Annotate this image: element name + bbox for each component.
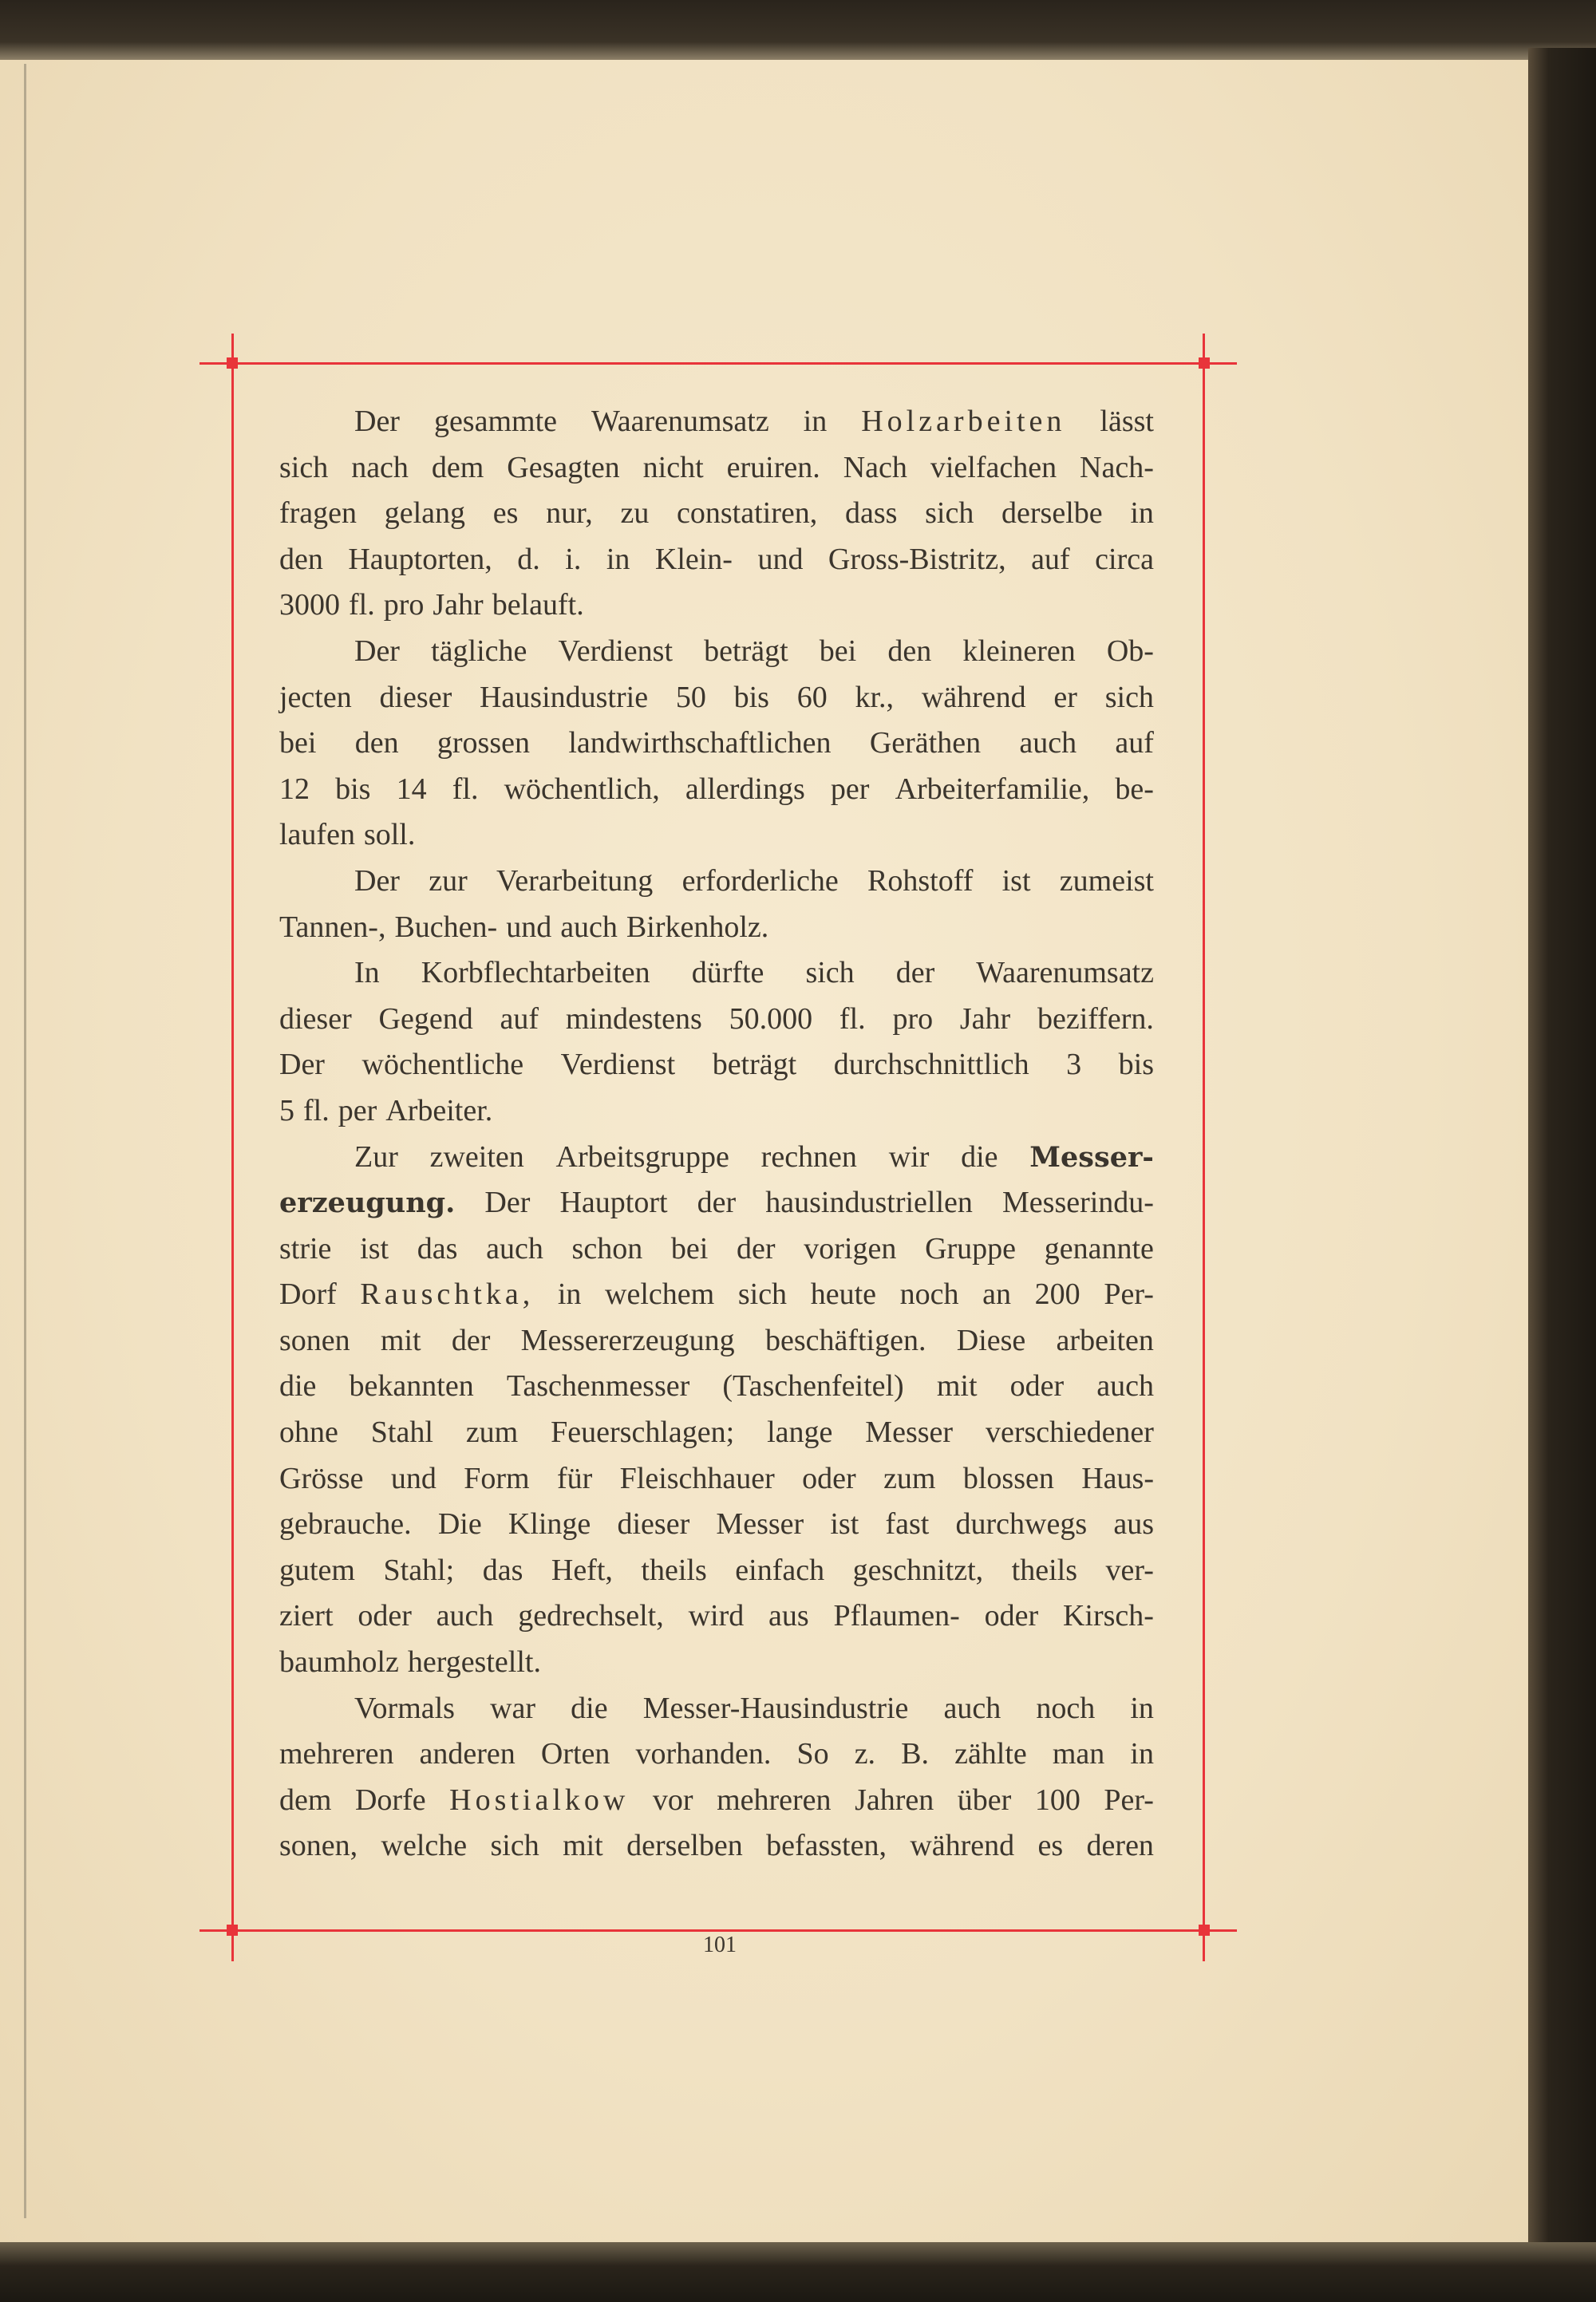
word: 12 (279, 772, 310, 806)
word: ist (830, 1507, 859, 1542)
word: Kirsch- (1062, 1599, 1154, 1633)
bold-term: erzeugung. (279, 1187, 456, 1220)
word: das (482, 1553, 523, 1587)
text-line (279, 445, 1154, 492)
word: bei (279, 726, 317, 760)
word: belauft. (492, 588, 584, 622)
word: arbeiten (1056, 1323, 1154, 1357)
word: Jahren (855, 1783, 934, 1817)
word: vorigen (804, 1231, 897, 1266)
word: oder (358, 1599, 412, 1633)
text-line (279, 1226, 1154, 1273)
word: soll. (363, 818, 416, 852)
word: Stahl (370, 1416, 433, 1450)
word: der (451, 1323, 491, 1357)
word: nur, (546, 496, 593, 531)
word: zumeist (1059, 863, 1154, 898)
body-text (279, 399, 1154, 1870)
word: lässt (1100, 405, 1154, 438)
bold-term: Messer- (1029, 1140, 1154, 1174)
text-line (279, 1042, 1154, 1088)
word: sich (737, 1277, 788, 1312)
word: Arbeitsgruppe (555, 1139, 729, 1174)
spaced-term: Holzarbeiten (861, 405, 1066, 438)
text-line (279, 1410, 1154, 1456)
word: So (796, 1737, 829, 1771)
word: fl. (839, 1001, 866, 1036)
word: während (910, 1829, 1015, 1863)
text-line (279, 1272, 1154, 1318)
word: in (803, 405, 828, 438)
word: Buchen- (394, 910, 498, 944)
word: Messer-Hausindustrie (642, 1691, 909, 1725)
text-line (279, 1456, 1154, 1502)
word: fast (885, 1507, 930, 1542)
word: ist (360, 1231, 389, 1266)
word: Hauptort (559, 1186, 668, 1220)
word: Grösse (279, 1461, 364, 1495)
word: Verarbeitung (496, 863, 654, 898)
word: theils (641, 1553, 707, 1587)
word: zum (883, 1461, 936, 1495)
text-line (279, 859, 1154, 905)
word: Dorf (279, 1277, 337, 1312)
word: Pflaumen- (833, 1599, 960, 1633)
word: mehreren (717, 1783, 832, 1817)
word: i. (565, 542, 582, 576)
word: den (279, 542, 323, 576)
word: Feuerschlagen; (551, 1416, 735, 1450)
word: 100 (1034, 1783, 1080, 1817)
word: , (522, 1277, 535, 1312)
word: Tannen-, (279, 910, 386, 944)
word: fl. (452, 772, 479, 806)
word: 3000 (279, 588, 340, 622)
word: auch (1096, 1369, 1154, 1404)
word: Messererzeugung (520, 1323, 735, 1357)
word: bei (670, 1231, 709, 1266)
word: gelang (384, 496, 466, 531)
frame-top-rule (200, 362, 1237, 365)
word: es (1037, 1829, 1064, 1863)
text-line (279, 905, 1154, 951)
paragraph (279, 629, 1154, 859)
word: Stahl; (383, 1553, 455, 1587)
word: nicht (642, 450, 704, 484)
word: Heft, (551, 1553, 613, 1587)
word: 60 (796, 680, 828, 714)
frame-right-rule (1203, 334, 1205, 1961)
word: Haus- (1081, 1461, 1154, 1495)
word: In (354, 956, 380, 990)
word: mit (936, 1369, 978, 1404)
text-line (279, 399, 1154, 445)
word: hausindustriellen (765, 1186, 973, 1220)
word: aus (768, 1599, 809, 1633)
spaced-term: Hostialkow (449, 1783, 630, 1817)
word: Per- (1104, 1783, 1154, 1817)
word: auch (1019, 726, 1077, 760)
word: sonen (279, 1323, 350, 1357)
word: an (982, 1277, 1012, 1312)
text-line (279, 675, 1154, 721)
text-line (279, 767, 1154, 813)
text-line (279, 1318, 1154, 1364)
word: d. (517, 542, 540, 576)
word: auch (560, 910, 618, 944)
frame-corner-ornament (1199, 1925, 1210, 1936)
word: Nach (843, 450, 907, 484)
frame-corner-ornament (1199, 357, 1210, 369)
frame-corner-ornament (227, 357, 238, 369)
word: vor (652, 1783, 693, 1817)
word: landwirthschaftlichen (568, 726, 832, 760)
text-line (279, 491, 1154, 537)
word: welchem (605, 1277, 715, 1312)
text-line (279, 537, 1154, 583)
word: auch (943, 1691, 1001, 1725)
word: rechnen (760, 1139, 857, 1174)
word: beträgt (704, 634, 788, 668)
word: gesammte (433, 405, 557, 438)
word: Nach- (1080, 450, 1154, 484)
word: mehreren (279, 1737, 394, 1771)
word: tägliche (431, 634, 527, 668)
word: gebrauche. (279, 1507, 412, 1542)
word: sich (805, 956, 855, 990)
word: Verdienst (558, 634, 674, 668)
word: und (506, 910, 552, 944)
word: deren (1086, 1829, 1154, 1863)
word: in (557, 1277, 582, 1312)
word: beschäftigen. (764, 1323, 926, 1357)
word: per (338, 1093, 377, 1127)
page-number: 101 (703, 1933, 737, 1957)
text-line (279, 997, 1154, 1043)
word: dieser (279, 1001, 352, 1036)
word: vielfachen (930, 450, 1057, 484)
word: B. (901, 1737, 929, 1771)
word: dieser (379, 680, 452, 714)
word: auf (1115, 726, 1154, 760)
word: Klinge (508, 1507, 591, 1542)
word: . (445, 1187, 456, 1220)
frame-left-rule (231, 334, 234, 1961)
word: allerdings (685, 772, 805, 806)
word: hergestellt. (407, 1645, 541, 1680)
word: aus (1113, 1507, 1154, 1542)
word: theils (1011, 1553, 1077, 1587)
word: z. (854, 1737, 876, 1771)
word: pro (383, 588, 425, 622)
text-line (279, 1364, 1154, 1410)
word: Arbeiterfamilie, (895, 772, 1090, 806)
word: ist (1001, 863, 1031, 898)
word: durchwegs (955, 1507, 1088, 1542)
word: dieser (617, 1507, 690, 1542)
word: Birkenholz. (626, 910, 769, 944)
word: bis (1118, 1048, 1154, 1082)
paragraph (279, 1135, 1154, 1686)
word: dass (844, 496, 898, 531)
word: Zur (354, 1139, 398, 1174)
word: und (390, 1461, 437, 1495)
paragraph (279, 399, 1154, 629)
word: mindestens (565, 1001, 702, 1036)
word: eruiren. (726, 450, 820, 484)
word: Die (437, 1507, 482, 1542)
word: auf (1031, 542, 1070, 576)
word: Messer (716, 1507, 804, 1542)
word: fragen (279, 496, 358, 531)
word: wöchentliche (361, 1048, 524, 1082)
word: Jahr (959, 1001, 1011, 1036)
word: 5 (279, 1093, 294, 1127)
paragraph (279, 950, 1154, 1134)
word: 50.000 (729, 1001, 813, 1036)
word: beziffern. (1037, 1001, 1154, 1036)
word: bis (733, 680, 769, 714)
word: während (921, 680, 1026, 714)
word: grossen (437, 726, 531, 760)
word: einfach (735, 1553, 825, 1587)
word: zweiten (429, 1139, 524, 1174)
word: den (887, 634, 932, 668)
word: dürfte (691, 956, 764, 990)
word: noch (899, 1277, 959, 1312)
word: Hausindustrie (479, 680, 649, 714)
word: Verdienst (560, 1048, 676, 1082)
word: in (1130, 1691, 1154, 1725)
spaced-term: Rauschtka, (360, 1277, 535, 1312)
word: blossen (962, 1461, 1054, 1495)
word: oder (1009, 1369, 1065, 1404)
word: auf (500, 1001, 539, 1036)
word: vorhanden. (635, 1737, 772, 1771)
word: oder (984, 1599, 1039, 1633)
text-line (279, 812, 1154, 859)
word: Der (354, 634, 400, 668)
word: Per- (1104, 1277, 1154, 1312)
word: wird (688, 1599, 745, 1633)
word: Gross-Bistritz, (828, 542, 1006, 576)
word: anderen (419, 1737, 516, 1771)
word: befassten, (766, 1829, 887, 1863)
text-line (279, 1135, 1154, 1181)
word: sich (279, 450, 329, 484)
word: Der (354, 863, 400, 898)
word: geschnitzt, (852, 1553, 984, 1587)
word: Fleischhauer (619, 1461, 775, 1495)
word: bekannten (349, 1369, 474, 1404)
word: Waarenumsatz (976, 956, 1154, 990)
word: heute (810, 1277, 876, 1312)
text-line (279, 1823, 1154, 1870)
word: Geräthen (869, 726, 982, 760)
word: kleineren (962, 634, 1076, 668)
word: gedrechselt, (518, 1599, 664, 1633)
word: per (830, 772, 870, 806)
paragraph (279, 859, 1154, 950)
word: derselben (626, 1829, 743, 1863)
word: jecten (279, 680, 352, 714)
word: Messerindu- (1002, 1186, 1154, 1220)
word: für (556, 1461, 593, 1495)
word: der (697, 1186, 737, 1220)
book-fore-edge (1528, 48, 1596, 2302)
text-line (279, 1593, 1154, 1640)
text-line (279, 1731, 1154, 1778)
word: beträgt (712, 1048, 797, 1082)
word: auch (436, 1599, 494, 1633)
word: nach (351, 450, 409, 484)
word: Der (484, 1186, 531, 1220)
text-line (279, 721, 1154, 767)
text-line (279, 1640, 1154, 1686)
word: Korbflechtarbeiten (421, 956, 650, 990)
text-line (279, 1778, 1154, 1824)
word: das (417, 1231, 458, 1266)
word: kr., (855, 680, 895, 714)
word: er (1053, 680, 1077, 714)
word: (Taschenfeitel) (722, 1369, 904, 1404)
word: auch (486, 1231, 543, 1266)
word: Messer (865, 1416, 954, 1450)
word: man (1052, 1737, 1105, 1771)
word: Hauptorten, (348, 542, 492, 576)
word: Waarenumsatz (591, 405, 769, 438)
word: die (571, 1691, 608, 1725)
word: Ob- (1106, 634, 1154, 668)
word: laufen (279, 818, 355, 852)
word: sich (925, 496, 974, 531)
paragraph (279, 1686, 1154, 1870)
word: Form (464, 1461, 530, 1495)
word: dem (279, 1783, 332, 1817)
word: genannte (1044, 1231, 1154, 1266)
word: die (279, 1369, 317, 1404)
word: der (895, 956, 935, 990)
word: Jahr (433, 588, 484, 622)
word: Orten (540, 1737, 610, 1771)
word: Gruppe (925, 1231, 1017, 1266)
word: fl. (349, 588, 375, 622)
word: wöchentlich, (504, 772, 660, 806)
text-line (279, 1502, 1154, 1548)
page-left-edge (24, 64, 26, 2218)
word: mit (563, 1829, 603, 1863)
word: 14 (396, 772, 427, 806)
word: Klein- (654, 542, 733, 576)
word: Der (279, 1048, 325, 1082)
word: Vormals (354, 1691, 455, 1725)
word: in (1130, 496, 1154, 531)
word: war (490, 1691, 536, 1725)
text-line (279, 1686, 1154, 1732)
word: es (492, 496, 519, 531)
word: der (737, 1231, 776, 1266)
word: Der (354, 405, 400, 438)
word: oder (802, 1461, 856, 1495)
word: Rohstoff (867, 863, 974, 898)
word: Gesagten (507, 450, 620, 484)
word: 200 (1034, 1277, 1080, 1312)
word: die (961, 1139, 998, 1174)
word: Diese (956, 1323, 1026, 1357)
word: strie (279, 1231, 332, 1266)
word: wir (888, 1139, 930, 1174)
word: bis (335, 772, 371, 806)
scan-bottom-edge (0, 2242, 1596, 2302)
word: Taschenmesser (506, 1369, 690, 1404)
word: sonen, (279, 1829, 358, 1863)
word: pro (892, 1001, 934, 1036)
word: 50 (675, 680, 706, 714)
word: welche (381, 1829, 468, 1863)
word: schon (571, 1231, 643, 1266)
word: ziert (279, 1599, 334, 1633)
word: fl. (303, 1093, 330, 1127)
word: sich (1104, 680, 1154, 714)
word: zur (429, 863, 468, 898)
word: zählte (954, 1737, 1027, 1771)
word: baumholz (279, 1645, 399, 1680)
text-line (279, 1548, 1154, 1594)
scan-top-edge (0, 0, 1596, 60)
word: ver- (1105, 1553, 1154, 1587)
word: zum (465, 1416, 519, 1450)
word: in (606, 542, 630, 576)
word: zu (620, 496, 650, 531)
word: Dorfe (354, 1783, 426, 1817)
word: den (354, 726, 399, 760)
word: mit (380, 1323, 421, 1357)
word: ohne (279, 1416, 338, 1450)
word: durchschnittlich (833, 1048, 1029, 1082)
word: in (1130, 1737, 1154, 1771)
word: Arbeiter. (385, 1093, 493, 1127)
word: und (757, 542, 804, 576)
text-line (279, 1180, 1154, 1226)
word: noch (1036, 1691, 1096, 1725)
word: Gegend (378, 1001, 473, 1036)
text-line (279, 1088, 1154, 1135)
frame-bottom-rule (200, 1929, 1237, 1932)
word: über (957, 1783, 1012, 1817)
word: sich (490, 1829, 539, 1863)
word: be- (1115, 772, 1154, 806)
word: bei (819, 634, 857, 668)
word: circa (1095, 542, 1154, 576)
word: lange (767, 1416, 833, 1450)
text-line (279, 950, 1154, 997)
word: constatiren, (677, 496, 818, 531)
frame-corner-ornament (227, 1925, 238, 1936)
word: erforderliche (681, 863, 839, 898)
word: verschiedener (985, 1416, 1154, 1450)
word: 3 (1066, 1048, 1082, 1082)
word: dem (431, 450, 484, 484)
text-line (279, 629, 1154, 675)
word: derselbe (1001, 496, 1103, 531)
text-line (279, 582, 1154, 629)
word: gutem (279, 1553, 355, 1587)
